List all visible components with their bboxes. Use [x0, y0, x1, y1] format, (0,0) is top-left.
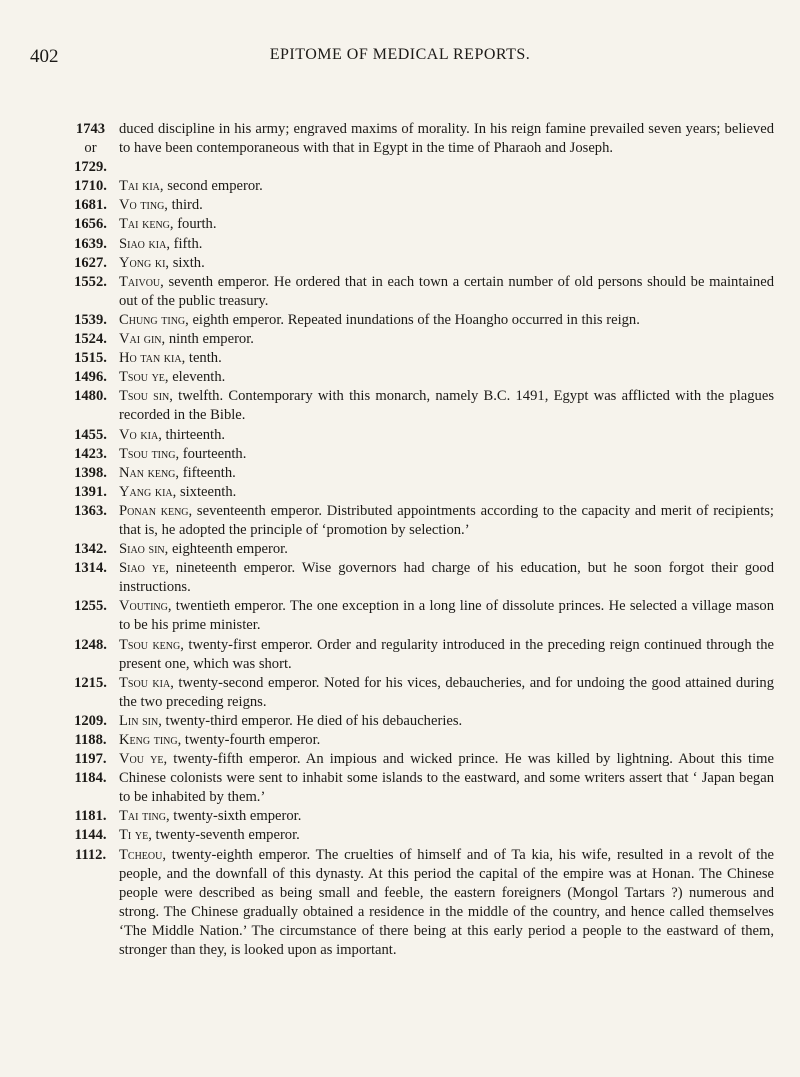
entry-text: [119, 254, 774, 273]
emperor-name: Yong ki: [119, 254, 166, 271]
chronology-entry: [62, 120, 774, 177]
emperor-name: Ponan keng: [119, 502, 189, 519]
year-label: 1209.: [74, 712, 107, 729]
entry-text: [119, 674, 774, 712]
entry-year: [62, 636, 119, 674]
chronology-entry: [62, 273, 774, 311]
year-label: 1496.: [74, 369, 107, 386]
chronology-entry: [62, 712, 774, 731]
entry-description: , third.: [164, 197, 203, 214]
emperor-name: Lin sin: [119, 712, 159, 729]
year-label: 1729.: [74, 159, 107, 176]
year-label: 1181.: [74, 808, 107, 825]
entry-description: , twenty-first emperor. Order and regularity introduced in the preceding reign continued through the present one, which was short.: [119, 636, 774, 672]
entry-text: [119, 215, 774, 234]
year-label: 1342.: [74, 541, 107, 558]
year-label: 1515.: [74, 350, 107, 367]
entry-year: [62, 254, 119, 273]
entry-year: [62, 674, 119, 712]
year-label: 1455.: [74, 426, 107, 443]
chronology-entry: [62, 540, 774, 559]
entry-text: [119, 807, 774, 826]
chronology-entry: [62, 235, 774, 254]
emperor-name: Siao ye: [119, 560, 166, 577]
entry-description: , fourteenth.: [175, 445, 247, 462]
emperor-name: Vo kia: [119, 426, 159, 443]
entry-text: [119, 483, 774, 502]
year-label: 1656.: [74, 216, 107, 233]
emperor-name: Tsou kia: [119, 674, 171, 691]
entry-text: [119, 177, 774, 196]
emperor-name: Siao sin: [119, 541, 165, 558]
emperor-name: Tsou ting: [119, 445, 176, 462]
entry-text: [119, 445, 774, 464]
entry-description: , fifteenth.: [175, 464, 236, 481]
entry-text: [119, 196, 774, 215]
entry-text: [119, 120, 774, 177]
chronology-entry: [62, 731, 774, 750]
entry-description: , eighth emperor. Repeated inundations of the Hoangho occurred in this reign.: [185, 311, 640, 328]
entry-year: [62, 846, 119, 961]
entry-description: , twenty-fifth emperor. An impious and wicked prince. He was killed by lightning. About this time Chinese colonists were sent to inhabit some islands to the eastward, and some writers assert that ‘ Japan began to be inhabited by them.’: [119, 751, 774, 806]
entry-year: [62, 540, 119, 559]
entry-description: , second emperor.: [159, 178, 263, 195]
year-label: 1188.: [74, 732, 107, 748]
entry-year: [62, 826, 119, 845]
entry-description: , twenty-sixth emperor.: [166, 808, 302, 825]
entry-description: , eighteenth emperor.: [164, 541, 288, 558]
page-number: 402: [30, 46, 59, 67]
entry-year: [62, 215, 119, 234]
entry-year: [62, 445, 119, 464]
emperor-name: Yang kia: [119, 483, 173, 500]
entry-text: [119, 426, 774, 445]
chronology-entry: [62, 254, 774, 273]
chronology-list: [62, 120, 774, 960]
entry-description: , sixteenth.: [172, 483, 237, 500]
emperor-name: Taivou: [119, 273, 161, 290]
year-label: 1524.: [74, 331, 107, 348]
entry-description: , seventeenth emperor. Distributed appointments according to the capacity and merit of recipients; that is, he adopted the principle of ‘promotion by selection.’: [119, 502, 774, 538]
chronology-entry: [62, 330, 774, 349]
entry-year: [62, 196, 119, 215]
emperor-name: Tai keng: [119, 216, 170, 233]
chronology-entry: [62, 445, 774, 464]
emperor-name: Tai ting: [119, 808, 166, 825]
year-label: 1681.: [74, 197, 107, 214]
year-label: 1144.: [74, 827, 107, 844]
emperor-name: Chung ting: [119, 311, 186, 328]
year-label: 1639.: [74, 235, 107, 252]
entry-description: , fourth.: [169, 216, 217, 233]
entry-description: , twenty-fourth emperor.: [177, 732, 321, 748]
entry-text: [119, 464, 774, 483]
year-label: 1398.: [74, 464, 107, 481]
entry-text: [119, 846, 774, 961]
entry-text: [119, 349, 774, 368]
entry-year: [62, 807, 119, 826]
emperor-name: Ti ye: [119, 827, 149, 844]
entry-year: [62, 559, 119, 597]
entry-year: [62, 368, 119, 387]
chronology-entry: [62, 349, 774, 368]
entry-text: [119, 330, 774, 349]
year-label: 1255.: [74, 598, 107, 615]
entry-text: [119, 597, 774, 635]
entry-text: [119, 731, 774, 750]
year-label: 1215.: [74, 674, 107, 691]
running-title: EPITOME OF MEDICAL REPORTS.: [269, 46, 531, 63]
entry-year: [62, 349, 119, 368]
entry-year: [62, 464, 119, 483]
emperor-name: Vo ting: [119, 197, 165, 214]
entry-year: [62, 330, 119, 349]
entry-description: , nineteenth emperor. Wise governors had charge of his education, but he soon forgot their good instructions.: [119, 560, 775, 596]
emperor-name: Siao kia: [119, 235, 167, 252]
entry-text: [119, 750, 774, 807]
entry-description: , tenth.: [181, 350, 222, 367]
chronology-entry: [62, 483, 774, 502]
year-label: 1112.: [74, 846, 107, 863]
chronology-entry: [62, 826, 774, 845]
emperor-name: Tcheou: [119, 846, 163, 863]
chronology-entry: [62, 368, 774, 387]
emperor-name: Vai gin: [119, 331, 162, 348]
entry-year: [62, 273, 119, 311]
year-label: or: [84, 140, 97, 157]
year-label: 1480.: [74, 388, 107, 405]
entry-year: [62, 426, 119, 445]
entry-text: [119, 387, 774, 425]
chronology-entry: [62, 636, 774, 674]
entry-description: , sixth.: [165, 254, 205, 271]
chronology-entry: [62, 464, 774, 483]
entry-text: [119, 368, 774, 387]
year-label: 1710.: [74, 178, 107, 195]
year-label: 1197.: [74, 751, 107, 768]
year-label: 1552.: [74, 273, 107, 290]
entry-year: [62, 177, 119, 196]
page-header: [30, 46, 770, 72]
chronology-entry: [62, 387, 774, 425]
emperor-name: Keng ting: [119, 732, 178, 748]
entry-year: [62, 387, 119, 425]
emperor-name: Tsou keng: [119, 636, 181, 653]
entry-text: [119, 559, 774, 597]
year-label: 1539.: [74, 311, 107, 328]
year-label: 1314.: [74, 560, 107, 577]
entry-description: , seventh emperor. He ordered that in each town a certain number of old persons should be maintained out of the public treasury.: [119, 273, 774, 309]
emperor-name: Nan keng: [119, 464, 176, 481]
entry-text: [119, 311, 774, 330]
year-label: 1248.: [74, 636, 107, 653]
entry-description: , twentieth emperor. The one exception in a long line of dissolute princes. He selected a village mason to be his prime minister.: [119, 598, 774, 634]
chronology-entry: [62, 674, 774, 712]
year-label: 1743: [75, 121, 106, 137]
entry-text: [119, 235, 774, 254]
entry-year: [62, 502, 119, 540]
entry-text: [119, 540, 774, 559]
entry-description: , fifth.: [166, 235, 203, 252]
year-label: 1423.: [74, 445, 107, 462]
entry-year: [62, 120, 119, 177]
chronology-entry: [62, 502, 774, 540]
entry-text: [119, 636, 774, 674]
emperor-name: Vou ye: [119, 751, 164, 768]
chronology-entry: [62, 311, 774, 330]
entry-description: , thirteenth.: [158, 426, 226, 443]
entry-text: [119, 712, 774, 731]
chronology-entry: [62, 426, 774, 445]
emperor-name: Tsou sin: [119, 388, 170, 405]
entry-description: , twenty-seventh emperor.: [148, 827, 300, 844]
entry-year: [62, 235, 119, 254]
entry-description: , twenty-third emperor. He died of his debaucheries.: [158, 712, 463, 729]
emperor-name: Tai kia: [119, 178, 160, 195]
entry-description: , ninth emperor.: [161, 331, 254, 348]
emperor-name: Ho tan kia: [119, 350, 182, 367]
entry-description: duced discipline in his army; engraved maxims of morality. In his reign famine prevailed seven years; believed to have been contemporaneous with that in Egypt in the time of Pharaoh and Joseph.: [119, 121, 774, 157]
entry-text: [119, 502, 774, 540]
entry-text: [119, 273, 774, 311]
chronology-entry: [62, 196, 774, 215]
year-label: 1363.: [74, 502, 107, 519]
chronology-entry: [62, 597, 774, 635]
emperor-name: Tsou ye: [119, 369, 165, 386]
chronology-entry: [62, 807, 774, 826]
chronology-entry: [62, 846, 774, 961]
entry-text: [119, 826, 774, 845]
chronology-entry: [62, 177, 774, 196]
entry-year: [62, 597, 119, 635]
entry-year: [62, 311, 119, 330]
year-label: 1184.: [74, 770, 107, 787]
entry-year: [62, 712, 119, 731]
chronology-entry: [62, 559, 774, 597]
entry-description: , twenty-eighth emperor. The cruelties of himself and of Ta kia, his wife, resulted in a revolt of the people, and the downfall of this dynasty. At this period the capital of the empire was at Honan. The Chinese people were described as being small and feeble, the eastern foreigners (Mongol Tartars ?) numerous and strong. The Chinese gradually obtained a residence in the middle of the country, and hence called themselves ‘The Middle Nation.’ The circumstance of there being at this early period a people to the eastward of them, stronger than they, is looked upon as important.: [119, 846, 774, 959]
entry-description: , twelfth. Contemporary with this monarch, namely B.C. 1491, Egypt was afflicted with the plagues recorded in the Bible.: [119, 388, 774, 424]
entry-description: , twenty-second emperor. Noted for his vices, debaucheries, and for undoing the good attained during the two preceding reigns.: [119, 674, 774, 710]
emperor-name: Vouting: [119, 598, 168, 615]
entry-description: , eleventh.: [164, 369, 226, 386]
entry-year: [62, 731, 119, 750]
chronology-entry: [62, 750, 774, 807]
entry-year: [62, 483, 119, 502]
entry-year: [62, 750, 119, 807]
year-label: 1391.: [74, 483, 107, 500]
chronology-entry: [62, 215, 774, 234]
year-label: 1627.: [74, 254, 107, 271]
